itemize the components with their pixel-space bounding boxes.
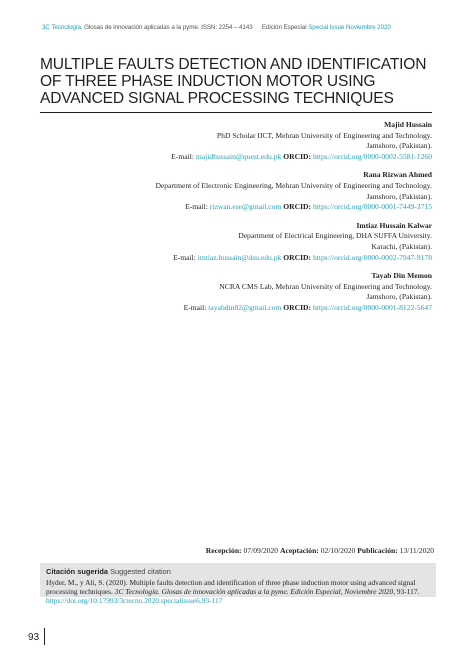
page-number-bar (44, 628, 45, 645)
author-affiliation: PhD Scholar IICT, Mehran University of Engineering and Technology. (216, 130, 432, 140)
author-contact (32, 303, 432, 314)
citation-heading-es: Citación sugerida (46, 567, 109, 576)
orcid-label: ORCID: (283, 202, 312, 212)
email-link[interactable]: imtiaz.hussain@dsu.edu.pk (197, 252, 282, 262)
author-block (32, 170, 432, 212)
published-date: 13/11/2020 (399, 546, 434, 555)
email-link[interactable]: rizwan.ese@gmail.com (209, 202, 282, 212)
author-block (32, 221, 432, 263)
accepted-label: Aceptación: (280, 546, 319, 555)
orcid-label: ORCID: (283, 252, 312, 262)
author-location: Jamshoro, (Pakistan). (366, 141, 432, 151)
orcid-link[interactable]: https://orcid.org/0000-0002-7947-9178 (312, 252, 432, 262)
author-name: Majid Hussain (384, 120, 432, 129)
issue-label: Special Issue Noviembre 2020 (308, 24, 391, 31)
author-location: Karachi, (Pakistan). (371, 241, 432, 251)
author-list (32, 120, 432, 322)
citation-doi-link[interactable]: https://doi.org/10.17993/3ctecno.2020.specialissue6.93-117 (46, 596, 223, 605)
author-name: Imtiaz Hussain Kalwar (356, 220, 432, 230)
running-header (42, 24, 432, 31)
received-date: 07/09/2020 (243, 546, 279, 555)
author-block (32, 271, 432, 313)
citation-heading (46, 567, 171, 576)
page-number: 93 (28, 632, 40, 643)
author-name: Tayab Din Memon (371, 271, 432, 281)
edition-label: Edición Especial (261, 24, 307, 31)
paper-title: MULTIPLE FAULTS DETECTION AND IDENTIFICATION OF THREE PHASE INDUCTION MOTOR USING ADVANCED SIGNAL PROCESSING TECHNIQUES (40, 56, 427, 107)
author-block (32, 120, 432, 162)
author-contact (32, 152, 432, 163)
citation-text (46, 578, 434, 605)
email-label: E-mail: (171, 151, 194, 161)
accepted-date: 02/10/2020 (320, 546, 356, 555)
author-location: Jamshoro, (Pakistan). (366, 292, 432, 302)
citation-heading-en: Suggested citation (110, 567, 171, 576)
author-affiliation: Department of Electronic Engineering, Mehran University of Engineering and Technology. (155, 180, 432, 190)
author-name: Rana Rizwan Ahmed (363, 170, 432, 180)
citation-pages: 93-117. (396, 587, 420, 596)
orcid-link[interactable]: https://orcid.org/0000-0002-5581-1260 (312, 151, 432, 161)
citation-journal: 3C Tecnología. Glosas de innovación aplicadas a la pyme. Edición Especial, Noviembre 2020, (114, 587, 396, 596)
orcid-link[interactable]: https://orcid.org/0000-0001-7449-3715 (312, 202, 432, 212)
orcid-link[interactable]: https://orcid.org/0000-0001-8122-5647 (312, 302, 432, 312)
email-link[interactable]: tayabdin82@gmail.com (208, 302, 282, 312)
author-contact (32, 202, 432, 213)
email-link[interactable]: majidhussain@quest.edu.pk (195, 151, 282, 161)
orcid-label: ORCID: (283, 151, 312, 161)
author-contact (32, 253, 432, 264)
orcid-label: ORCID: (283, 302, 312, 312)
publication-dates (206, 546, 434, 555)
author-affiliation: Department of Electrical Engineering, DHA SUFFA University. (238, 231, 432, 241)
email-label: E-mail: (173, 252, 196, 262)
title-rule (40, 112, 432, 113)
journal-name: 3C Tecnología. (42, 24, 83, 31)
author-affiliation: NCRA CMS Lab, Mehran University of Engineering and Technology. (219, 281, 432, 291)
journal-subtitle: Glosas de innovación aplicadas a la pyme. ISSN: 2254 – 4143 (84, 24, 253, 31)
published-label: Publicación: (357, 546, 398, 555)
citation-body: Hyder, M., y Ali, S. (2020). Multiple faults detection and identification of three phase induction motor using advanced signal processing techniques. (46, 578, 416, 596)
email-label: E-mail: (185, 202, 208, 212)
received-label: Recepción: (205, 546, 242, 555)
email-label: E-mail: (183, 302, 207, 312)
author-location: Jamshoro, (Pakistan). (366, 191, 432, 201)
